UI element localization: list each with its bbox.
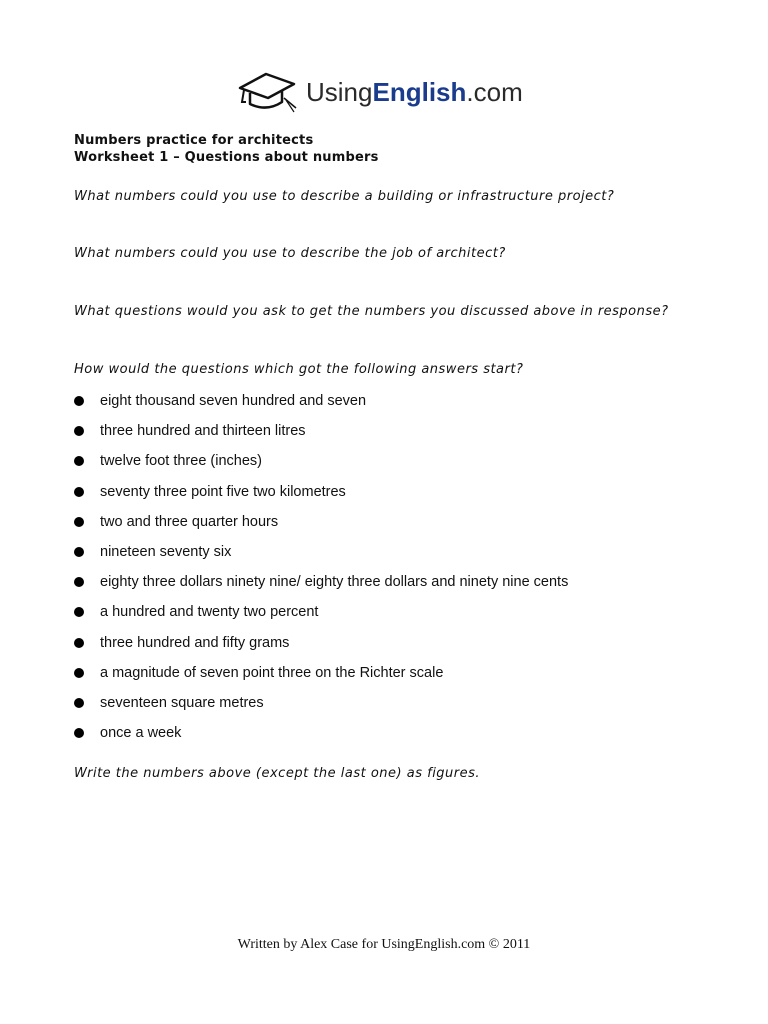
bullet-icon	[74, 668, 84, 678]
bullet-icon	[74, 547, 84, 557]
list-item	[74, 573, 568, 603]
answer-text: nineteen seventy six	[100, 543, 232, 560]
question-4: How would the questions which got the following answers start?	[74, 362, 524, 377]
graduation-cap-icon	[236, 70, 298, 114]
final-instruction: Write the numbers above (except the last one) as figures.	[74, 766, 481, 781]
bullet-icon	[74, 638, 84, 648]
bullet-icon	[74, 728, 84, 738]
list-item	[74, 664, 568, 694]
bullet-icon	[74, 577, 84, 587]
answer-text: two and three quarter hours	[100, 513, 279, 530]
logo-text-english: English	[372, 77, 467, 107]
worksheet-heading	[74, 132, 379, 166]
list-item	[74, 603, 568, 633]
bullet-icon	[74, 426, 84, 436]
answers-list	[74, 392, 568, 754]
logo-text-com: .com	[466, 77, 523, 107]
answer-text: eighty three dollars ninety nine/ eighty three dollars and ninety nine cents	[100, 574, 569, 591]
answer-text: eight thousand seven hundred and seven	[100, 393, 367, 409]
question-1: What numbers could you use to describe a building or infrastructure project?	[74, 189, 615, 204]
list-item	[74, 724, 568, 754]
list-item	[74, 392, 568, 422]
worksheet-title: Numbers practice for architects	[74, 133, 314, 148]
list-item	[74, 634, 568, 664]
bullet-icon	[74, 456, 84, 466]
bullet-icon	[74, 396, 84, 406]
question-2: What numbers could you use to describe the job of architect?	[74, 246, 506, 261]
bullet-icon	[74, 517, 84, 527]
question-3: What questions would you ask to get the numbers you discussed above in response?	[74, 304, 669, 319]
answer-text: three hundred and thirteen litres	[100, 423, 306, 440]
logo-text-using: Using	[306, 77, 373, 107]
answer-text: a hundred and twenty two percent	[100, 604, 319, 621]
bullet-icon	[74, 698, 84, 708]
footer-credit: Written by Alex Case for UsingEnglish.com © 2011	[237, 937, 531, 952]
list-item	[74, 513, 568, 543]
bullet-icon	[74, 487, 84, 497]
answer-text: seventeen square metres	[100, 694, 264, 711]
answer-text: seventy three point five two kilometres	[100, 483, 346, 500]
answer-text: a magnitude of seven point three on the Richter scale	[100, 664, 444, 681]
worksheet-subtitle: Worksheet 1 – Questions about numbers	[74, 150, 379, 165]
answer-text: twelve foot three (inches)	[100, 453, 262, 470]
answer-text: three hundred and fifty grams	[100, 634, 290, 651]
bullet-icon	[74, 607, 84, 617]
list-item	[74, 694, 568, 724]
logo-wordmark	[306, 79, 523, 105]
list-item	[74, 543, 568, 573]
site-logo	[236, 68, 523, 116]
list-item	[74, 483, 568, 513]
list-item	[74, 422, 568, 452]
list-item	[74, 452, 568, 482]
answer-text: once a week	[100, 725, 182, 742]
